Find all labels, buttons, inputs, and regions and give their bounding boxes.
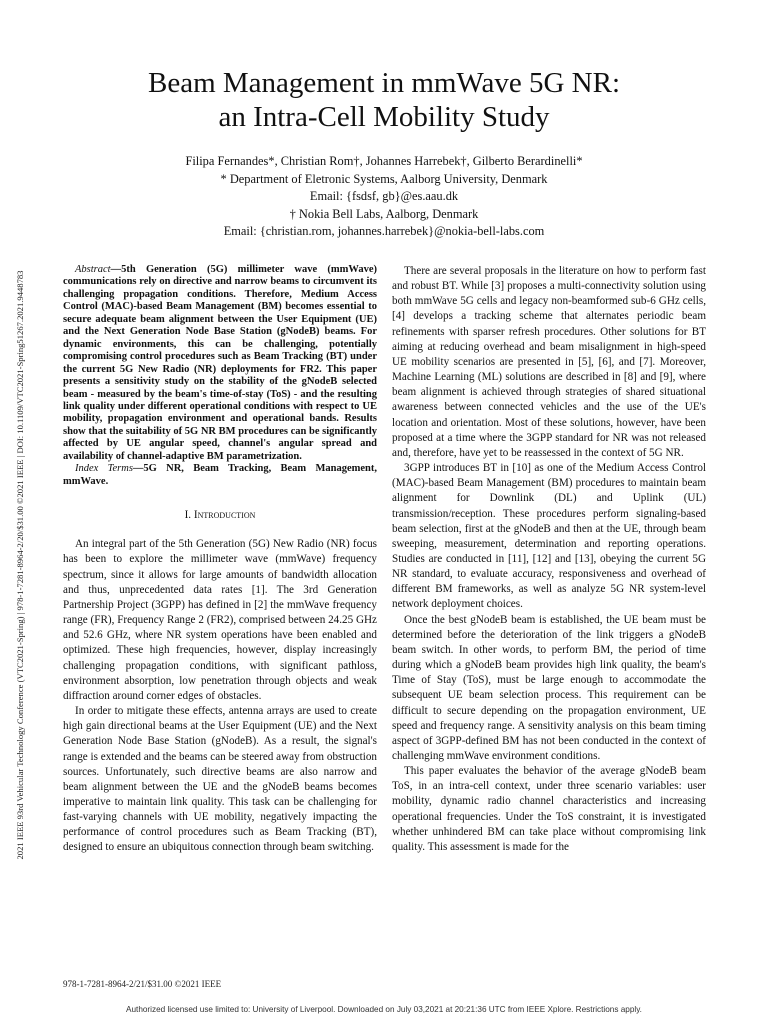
abstract-label: Abstract: [75, 264, 111, 275]
side-metadata: [8, 155, 32, 975]
affiliation-1: * Department of Eletronic Systems, Aalborg University, Denmark: [220, 171, 548, 186]
title-line-2: an Intra-Cell Mobility Study: [218, 101, 550, 133]
author-names: Filipa Fernandes*, Christian Rom†, Johannes Harrebek†, Gilberto Berardinelli*: [185, 154, 583, 168]
index-terms: [63, 463, 377, 488]
license-footer: Authorized licensed use limited to: University of Liverpool. Downloaded on July 03,2021 at 20:21:36 UTC from IEEE Xplore. Restrictions apply.: [126, 1005, 642, 1014]
paragraph: In order to mitigate these effects, antenna arrays are used to create high gain directional beams at the User Equipment (UE) and the Next Generation Node Base Station (gNodeB). As a result, the signal's range is extended and the beams can be steered away from obstruction sources. Unfortunately, such directive beams are also narrow and beam alignment between the UE and the gNodeB beams becomes imperative to maintain link quality. This task can be challenging for fast-varying channels with UE mobility, negatively impacting the performance of control procedures such as Beam Tracking (BT), designed to ensure an ubiquitous connection through beam switching.: [63, 705, 377, 854]
section-heading: I. Introduction: [184, 509, 256, 522]
paragraph: 3GPP introduces BT in [10] as one of the Medium Access Control (MAC)-based Beam Management (BM) procedures to maintain beam alignment for Downlink (DL) and Uplink (UL) transmission/reception. These procedures perform signaling-based beam selection, first at the gNodeB and then at the UE, through beam sweeping, measurement, determination and reporting operations. Studies are conducted in [11], [12] and [13], obeying the current 5G NR standard, to evaluate accuracy, responsiveness and overhead of different BM frameworks, as well as analyze 5G NR system-level network deployment choices.: [392, 462, 706, 611]
right-column: [392, 264, 706, 855]
index-terms-text: —5G NR, Beam Tracking, Beam Management, mmWave.: [63, 463, 377, 487]
paragraph: There are several proposals in the literature on how to perform fast and robust BT. While [3] proposes a multi-connectivity solution using both mmWave 5G cells and legacy non-beamformed sub-6 GHz cells, [4] develops a tracking scheme that alternates periodic beam refinements with sparser refresh procedures. Other solutions for BT aiming at reducing overhead and beam misalignment in high-speed UE mobility scenarios are presented in [5], [6], and [7]. Moreover, Machine Learning (ML) solutions are described in [8] and [9], where beam alignment is achieved through strategies of shared situational awareness between connected vehicles and the use of the UE's location and orientation. Most of these solutions, however, have been proposed at a time where the 3GPP standard for NR was not released and, therefore, have yet to be reassessed in the context of 5G NR.: [392, 265, 706, 459]
side-metadata-text: 2021 IEEE 93rd Vehicular Technology Conference (VTC2021-Spring) | 978-1-7281-8964-2/20/$31.00 ©2021 IEEE | DOI: 10.1109/VTC2021-Spring51267.2021.9448783: [15, 270, 25, 860]
paragraph: This paper evaluates the behavior of the average gNodeB beam ToS, in an intra-cell context, under three scenario variables: user mobility, dynamic radio channel characteristics and increasing operational frequencies. Under the ToS constraint, it is investigated whether unhindered BM can take place without compromising link quality. This assessment is made for the: [392, 765, 706, 853]
paragraph: An integral part of the 5th Generation (5G) New Radio (NR) focus has been to explore the millimeter wave (mmWave) frequency spectrum, since it allows for large amounts of bandwidth allocation and thus, unprecedented data rates [1]. The 3rd Generation Partnership Project (3GPP) has defined in [2] the mmWave frequency range (FR), Frequency Range 2 (FR2), comprised between 24.25 GHz and 52.6 GHz, where NR system operations have been enabled and optimized. These high frequencies, however, display increasingly challenging propagation conditions, with significant pathloss, environment absorption, low penetration through objects and weak diffraction around corner edges of obstacles.: [63, 538, 377, 702]
left-column: [63, 264, 377, 856]
paragraph: Once the best gNodeB beam is established, the UE beam must be determined before the deterioration of the link triggers a gNodeB beam switch. In other words, to perform BM, the period of time during which a gNodeB beam provides high link quality, the beam's Time of Stay (ToS), must be large enough to accommodate the subsequent UE beam selection process. This requirement can be difficult to secure depending on the propagation environment, UE speed and frequency range. A sensitivity analysis on this beam timing aspect of 3GPP-defined BM has not been conducted in the context of challenging mmWave environment conditions.: [392, 613, 706, 762]
email-1: Email: {fsdsf, gb}@es.aau.dk: [309, 189, 459, 203]
abstract: [63, 264, 377, 463]
paper-title: [80, 66, 688, 134]
copyright-line: 978-1-7281-8964-2/21/$31.00 ©2021 IEEE: [63, 979, 222, 989]
abstract-text: —5th Generation (5G) millimeter wave (mmWave) communications rely on directive and narrow beams to circumvent its challenging propagation conditions. Therefore, Medium Access Control (MAC)-based Beam Management (BM) becomes essential to secure adequate beam alignment between the User Equipment (UE) and the Next Generation Node Base Station (gNodeB) beams. For dynamic environments, this can be challenging, potentially compromising control procedures such as Beam Tracking (BT) under the current 5G New Radio (NR) deployments for FR2. This paper presents a sensitivity study on the stability of the gNodeB selected beam - measured by the beam's time-of-stay (ToS) - and the resulting link quality under different operational conditions with respect to UE mobility, propagation environment and operational bands. Results show that the suitability of 5G NR BM procedures can be significantly affected by UE angular speed, channel's angular spread and availability of channel-adaptive BM parametrization.: [63, 264, 377, 462]
email-2: Email: {christian.rom, johannes.harrebek}@nokia-bell-labs.com: [223, 224, 545, 238]
affiliation-2: † Nokia Bell Labs, Aalborg, Denmark: [289, 206, 479, 221]
index-terms-label: Index Terms: [75, 463, 133, 475]
title-line-1: Beam Management in mmWave 5G NR:: [147, 67, 621, 99]
author-block: [80, 153, 688, 241]
